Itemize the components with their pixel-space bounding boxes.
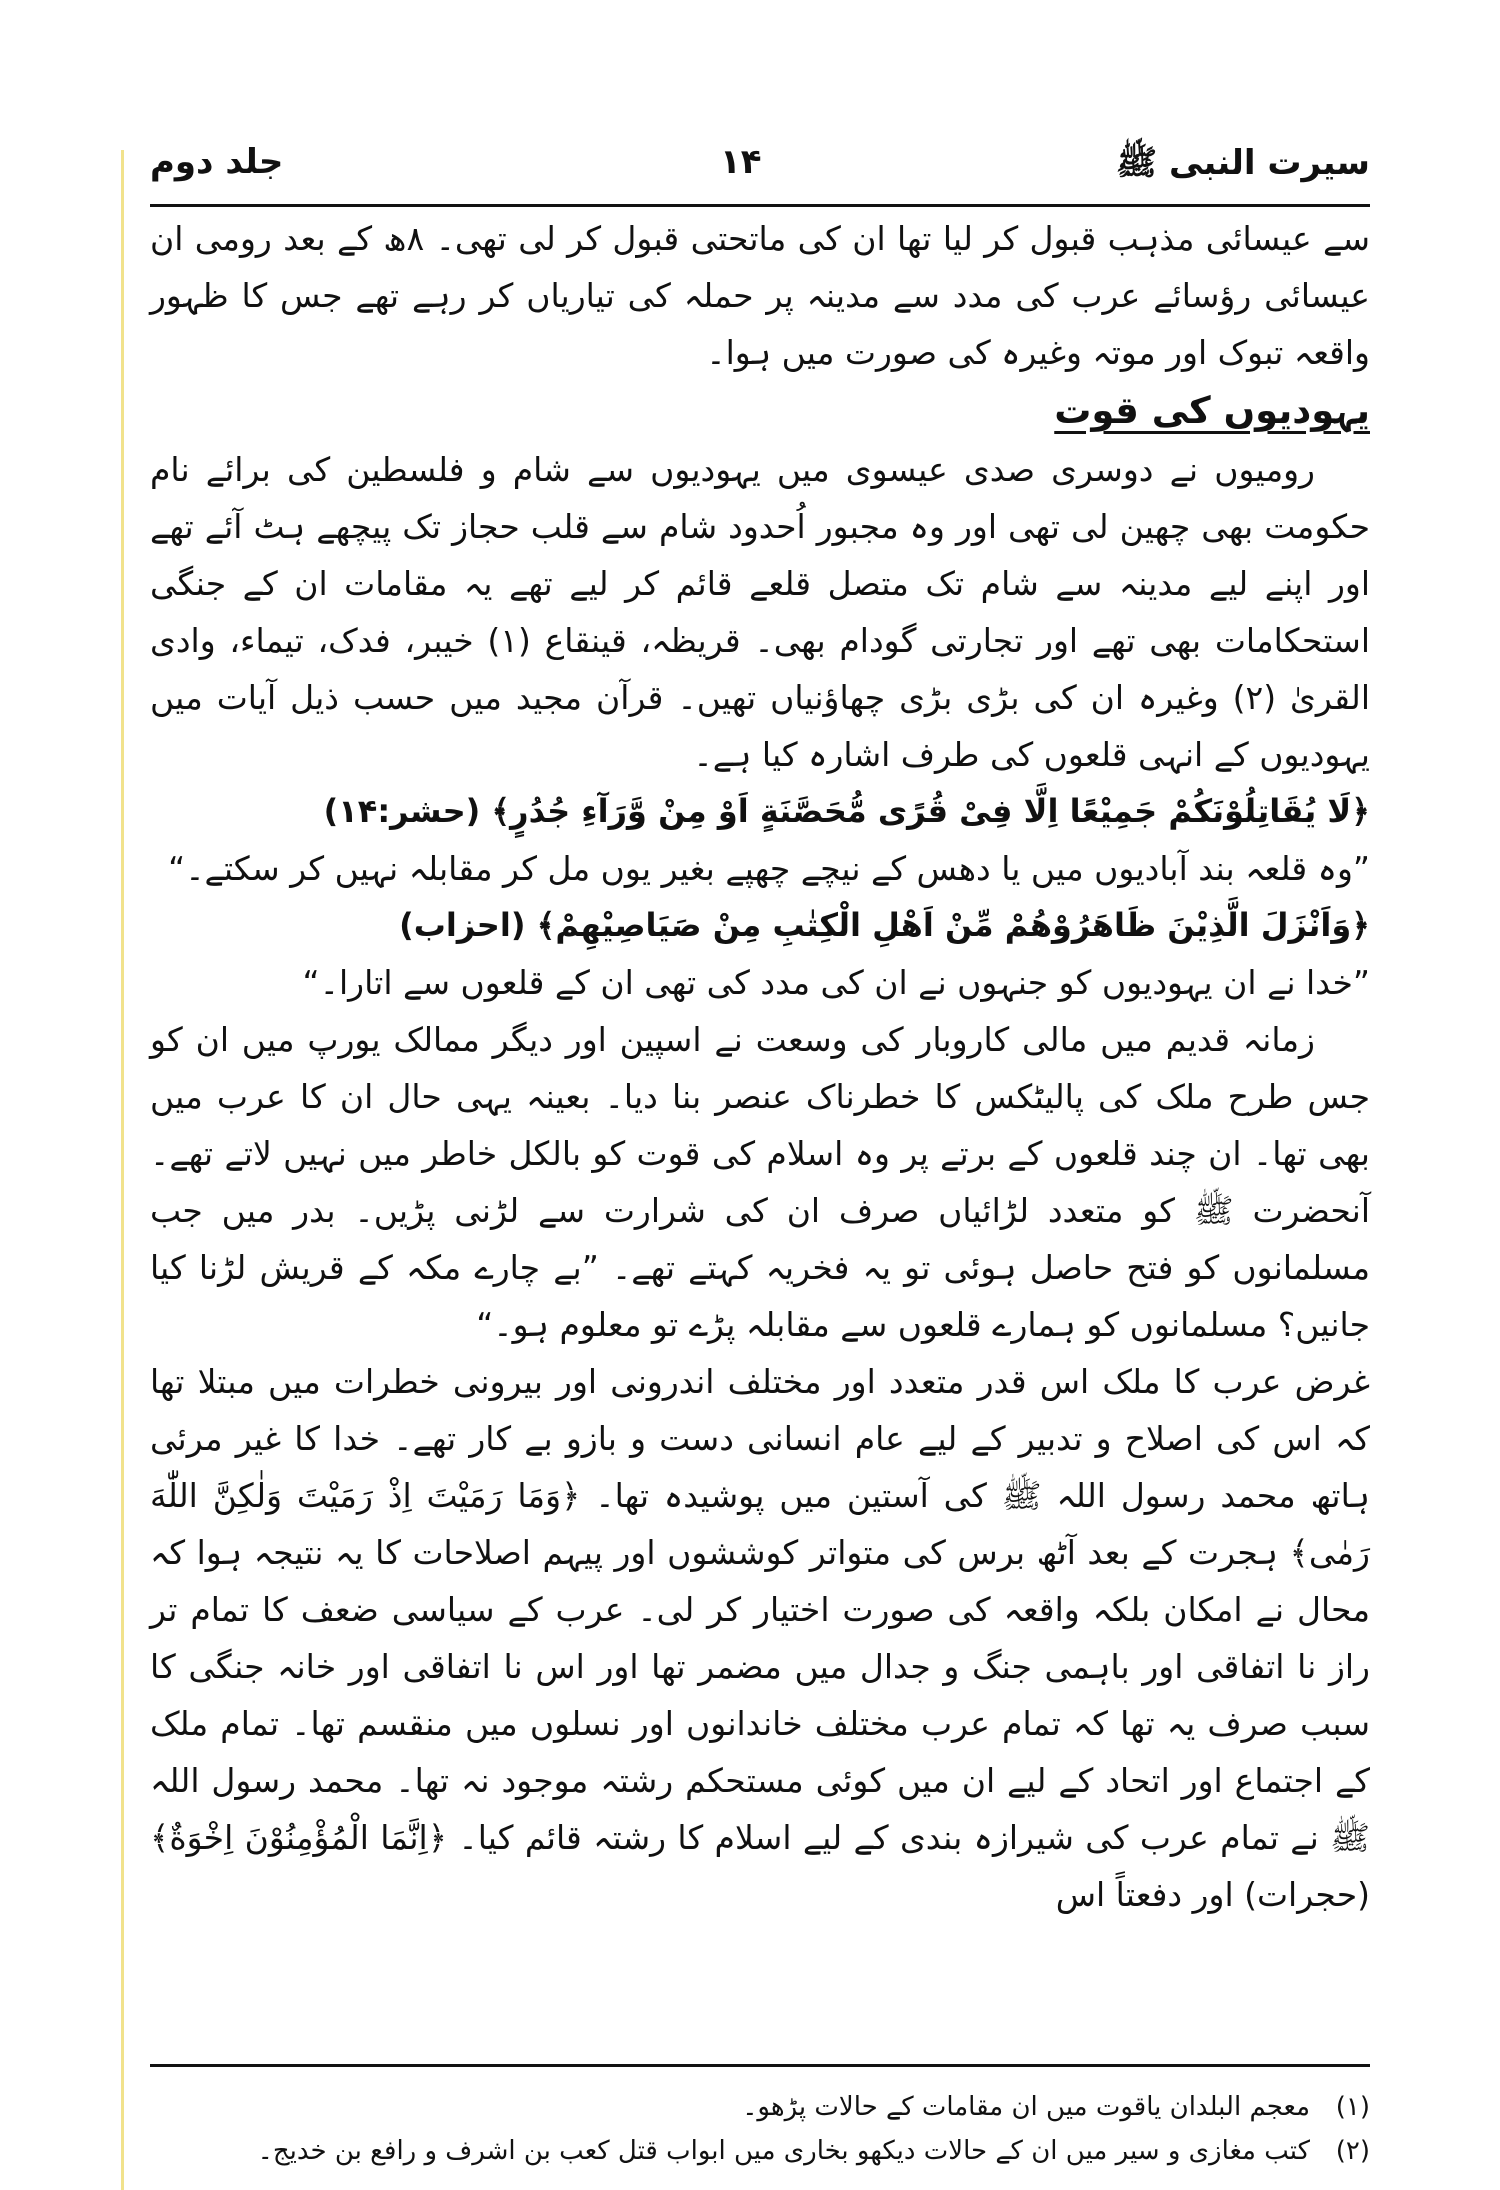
paragraph-ancient: زمانہ قدیم میں مالی کاروبار کی وسعت نے اسپین اور دیگر ممالک یورپ میں ان کو جس طرح ملک کی پالیٹکس کا خطرناک عنصر بنا دیا۔ بعینہ یہی حال ان کا عرب میں بھی تھا۔ ان چند قلعوں کے برتے پر وہ اسلام کی قوت کو بالکل خاطر میں نہیں لاتے تھے۔ آنحضرت ﷺ کو متعدد لڑائیاں صرف ان کی شرارت سے لڑنی پڑیں۔ بدر میں جب مسلمانوں کو فتح حاصل ہوئی تو یہ فخریہ کہتے تھے۔ ”بے چارے مکہ کے قریش لڑنا کیا جانیں؟ مسلمانوں کو ہمارے قلعوں سے مقابلہ پڑے تو معلوم ہو۔“ [150, 1020, 1370, 1344]
page-header [150, 142, 1370, 202]
page-margin-line [121, 150, 124, 2190]
footnotes [150, 2085, 1370, 2173]
paragraph-jews: رومیوں نے دوسری صدی عیسوی میں یہودیوں سے شام و فلسطین کی برائے نام حکومت بھی چھین لی تھی اور وہ مجبور اُحدود شام سے قلب حجاز تک پیچھے ہٹ آئے تھے اور اپنے لیے مدینہ سے شام تک متصل قلعے قائم کر لیے تھے یہ مقامات ان کے جنگی استحکامات بھی تھے اور تجارتی گودام بھی۔ قریظہ، قینقاع (۱) خیبر، فدک، تیماء، وادی القریٰ (۲) وغیرہ ان کی بڑی بڑی چھاؤنیاں تھیں۔ قرآن مجید میں حسب ذیل آیات میں یہودیوں کے انہی قلعوں کی طرف اشارہ کیا ہے۔ [150, 450, 1370, 774]
footnote-text: کتب مغازی و سیر میں ان کے حالات دیکھو بخاری میں ابواب قتل کعب بن اشرف و رافع بن خدیج۔ [257, 2136, 1310, 2166]
footnote-1 [150, 2085, 1370, 2129]
paragraph-arab: غرض عرب کا ملک اس قدر متعدد اور مختلف اندرونی اور بیرونی خطرات میں مبتلا تھا کہ اس کی اصلاح و تدبیر کے لیے عام انسانی دست و بازو بے کار تھے۔ خدا کا غیر مرئی ہاتھ محمد رسول اللہ ﷺ کی آستین میں پوشیدہ تھا۔ ﴿وَمَا رَمَیْتَ اِذْ رَمَیْتَ وَلٰكِنَّ اللّٰهَ رَمٰى﴾ ہجرت کے بعد آٹھ برس کی متواتر کوششوں اور پیہم اصلاحات کا یہ نتیجہ ہوا کہ محال نے امکان بلکہ واقعہ کی صورت اختیار کر لی۔ عرب کے سیاسی ضعف کا تمام تر راز نا اتفاقی اور باہمی جنگ و جدال میں مضمر تھا اور اس نا اتفاقی اور خانہ جنگی کا سبب صرف یہ تھا کہ تمام عرب مختلف خاندانوں اور نسلوں میں منقسم تھا۔ تمام ملک کے اجتماع اور اتحاد کے لیے ان میں کوئی مستحکم رشتہ موجود نہ تھا۔ محمد رسول اللہ ﷺ نے تمام عرب کی شیرازہ بندی کے لیے اسلام کا رشتہ قائم کیا۔ ﴿اِنَّمَا الْمُؤْمِنُوْنَ اِخْوَةٌ﴾ (حجرات) اور دفعتاً اس [150, 1362, 1370, 1914]
verse-translation-1: ”وہ قلعہ بند آبادیوں میں یا دھس کے نیچے چھپے بغیر یوں مل کر مقابلہ نہیں کر سکتے۔“ [168, 849, 1370, 888]
footnote-2 [150, 2129, 1370, 2173]
paragraph-intro: سے عیسائی مذہب قبول کر لیا تھا ان کی ماتحتی قبول کر لی تھی۔ ۸ھ کے بعد رومی ان عیسائی رؤسائے عرب کی مدد سے مدینہ پر حملہ کی تیاریاں کر رہے تھے جس کا ظہور واقعہ تبوک اور موتہ وغیرہ کی صورت میں ہوا۔ [150, 219, 1370, 372]
page-number: ۱۴ [720, 142, 762, 182]
footnote-rule [150, 2064, 1370, 2067]
volume-label: جلد دوم [150, 142, 284, 182]
footnote-number: (۲) [1335, 2136, 1370, 2166]
book-title: سیرت النبی ﷺ [1116, 143, 1370, 183]
footnote-text: معجم البلدان یاقوت میں ان مقامات کے حالات پڑھو۔ [742, 2092, 1310, 2122]
header-rule [150, 204, 1370, 207]
footnote-number: (۱) [1335, 2092, 1370, 2122]
quran-verse-1: ﴿لَا یُقَاتِلُوْنَكُمْ جَمِیْعًا اِلَّا فِیْ قُرًى مُّحَصَّنَةٍ اَوْ مِنْ وَّرَآءِ جُدُرٍ﴾ (حشر:۱۴) [323, 792, 1370, 830]
quran-verse-2: ﴿وَاَنْزَلَ الَّذِیْنَ ظَاهَرُوْهُمْ مِّنْ اَهْلِ الْكِتٰبِ مِنْ صَیَاصِیْهِمْ﴾ (احزاب) [399, 906, 1370, 944]
page-body [150, 210, 1370, 1923]
verse-translation-2: ”خدا نے ان یہودیوں کو جنہوں نے ان کی مدد کی تھی ان کے قلعوں سے اتارا۔“ [302, 963, 1370, 1002]
section-heading: یہودیوں کی قوت [1054, 389, 1370, 432]
